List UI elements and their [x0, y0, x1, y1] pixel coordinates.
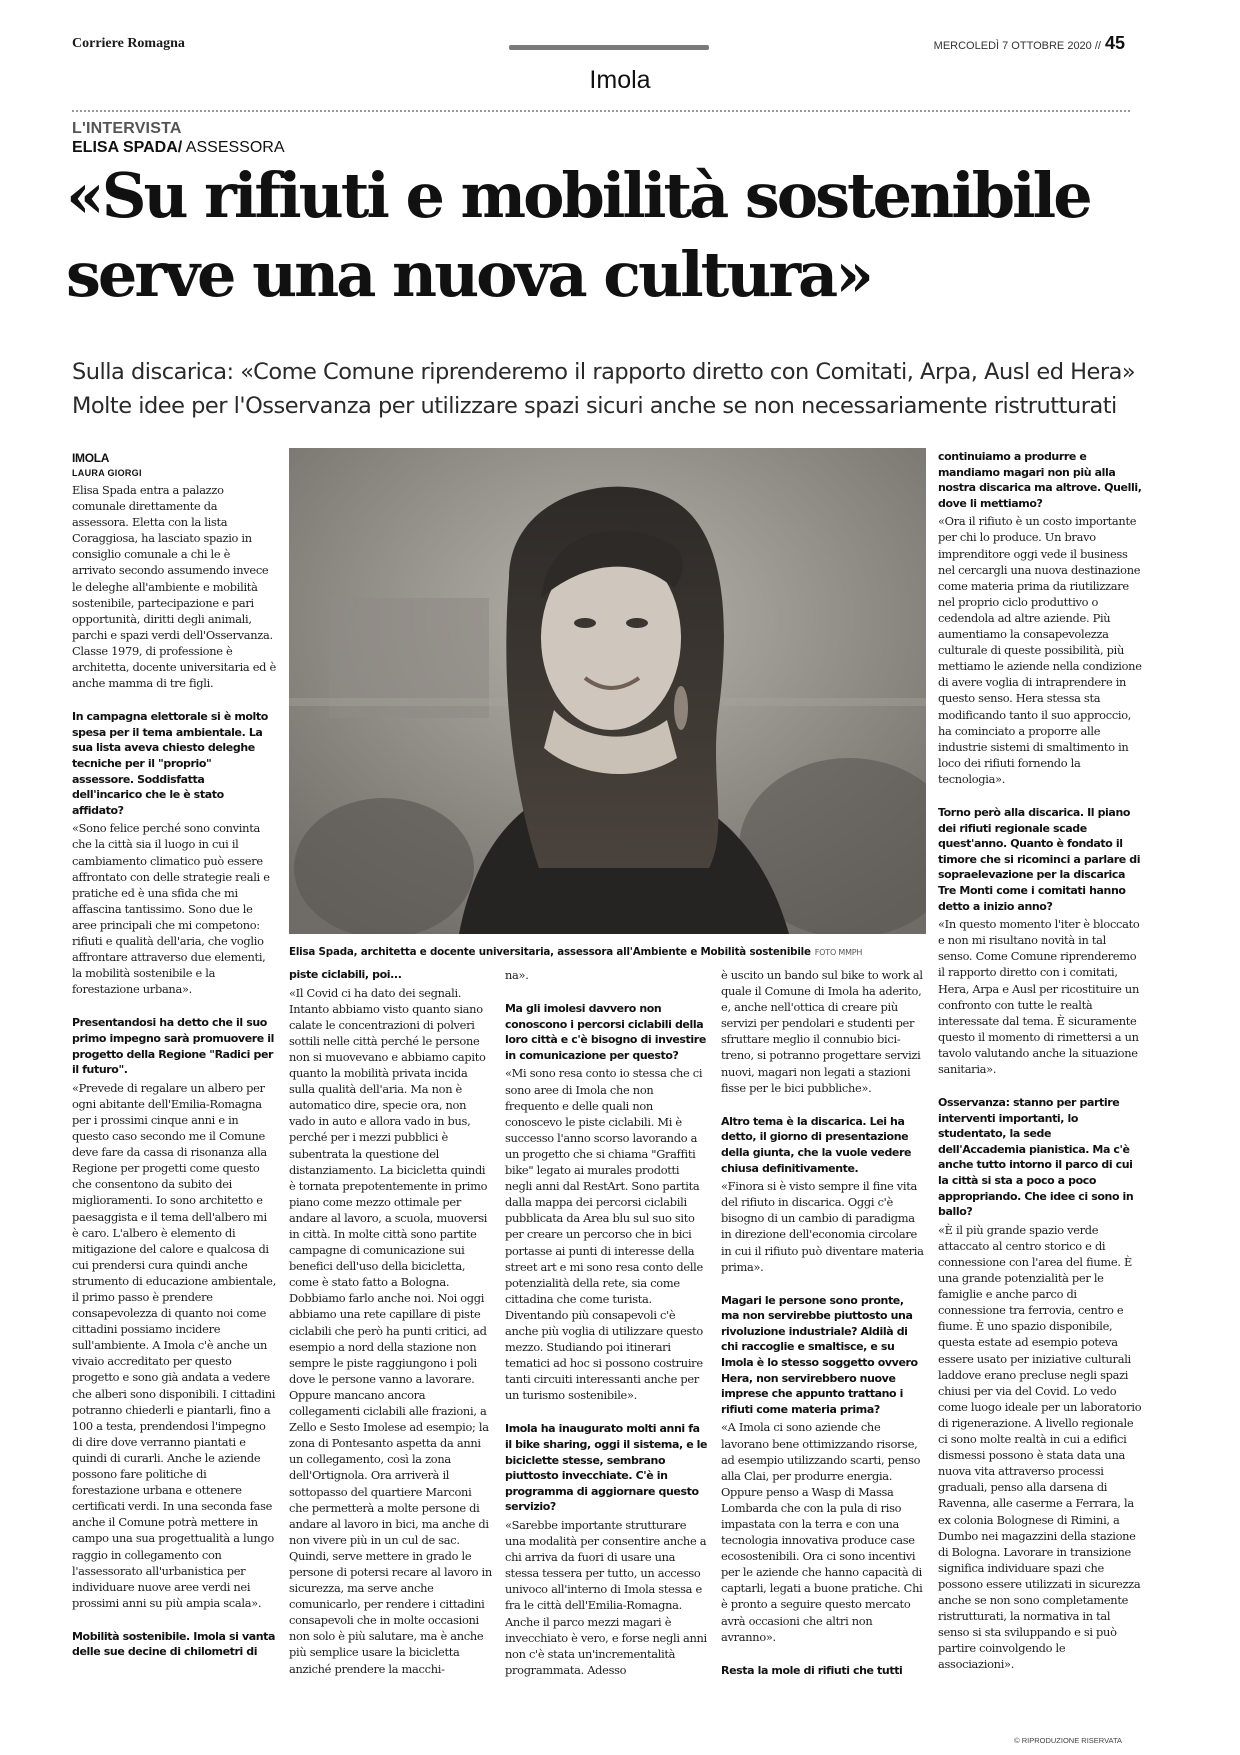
- headline-line-1: «Su rifiuti e mobilità sostenibile: [66, 159, 1090, 232]
- caption-text: Elisa Spada, architetta e docente universitaria, assessora all'Ambiente e Mobilità sostenibile: [289, 946, 811, 958]
- interview-question: piste ciclabili, poi...: [289, 968, 402, 981]
- dateline: IMOLA: [72, 451, 110, 465]
- portrait-photo: [289, 448, 926, 934]
- interview-question: Mobilità sostenibile. Imola si vanta delle sue decine di chilometri di: [72, 1629, 276, 1659]
- body-paragraph: «Ora il rifiuto è un costo importante per chi lo produce. Un bravo imprenditore oggi vede il business nel cercargli una nuova destinazione come materia prima da riutilizzare nel proprio ciclo produttivo o cedendola ad altre aziende. Più aumentiamo la consapevolezza culturale di queste possibilità, più mettiamo le aziende nella condizione di avere voglia di intraprendere in questo senso. Hera stessa sta modificando tanto il suo approccio, ha cominciato a proporre alle industrie sistemi di smaltimento in loco dei rifiuti fornendo la tecnologia».: [938, 514, 1142, 786]
- interview-question: continuiamo a produrre e mandiamo magari non più alla nostra discarica ma altrove. Quelli, dove li mettiamo?: [938, 450, 1142, 510]
- portrait-illustration: [289, 448, 926, 934]
- body-paragraph: «Mi sono resa conto io stessa che ci sono aree di Imola che non frequento e delle quali non conoscevo le piste ciclabili. Mi è successo l'anno scorso lavorando a un progetto che si chiama "Graffiti bike" legato ai murales prodotti negli anni dal RestArt. Sono partita dalla mappa dei percorsi ciclabili pubblicata da Area blu sul suo sito per creare un percorso che in bici portasse ai punti di interesse della street art e mi sono resa conto delle potenzialità della rete, sia come cittadina che come turista. Diventando più consapevoli c'è anche più voglia di utilizzare questo mezzo. Studiando poi itinerari tematici ad hoc si possono costruire tanti circuiti interessanti anche per un turismo sostenibile».: [505, 1066, 703, 1403]
- subheadline: [72, 355, 1152, 423]
- photo-credit: FOTO MMPH: [814, 948, 863, 957]
- body-paragraph: è uscito un bando sul bike to work al quale il Comune di Imola ha aderito, e, anche nell'ottica di creare più servizi per pendolari e studenti per sfruttare meglio il connubio bici-treno, si potranno progettare servizi nuovi, magari non legati a stazioni fisse per le bici pubbliche».: [721, 968, 923, 1095]
- article-column-3: [505, 967, 708, 1680]
- section-title: Imola: [589, 66, 651, 94]
- interview-question: Imola ha inaugurato molti anni fa il bike sharing, oggi il sistema, e le biciclette stesse, sembrano piuttosto invecchiate. C'è in programma di aggiornare questo servizio?: [505, 1422, 708, 1514]
- body-paragraph: «Finora si è visto sempre il fine vita del rifiuto in discarica. Oggi c'è bisogno di un cambio di paradigma in direzione dell'economia circolare in cui il rifiuto può diventare materia prima».: [721, 1179, 924, 1274]
- author: LAURA GIORGI: [72, 468, 142, 478]
- page-number: 45: [1104, 33, 1125, 53]
- body-paragraph: «Sarebbe importante strutturare una modalità per consentire anche a chi arriva da fuori di usare una stessa tessera per tutto, un accesso univoco all'interno di Imola stessa e fra le città dell'Emilia-Romagna. Anche il parco mezzi magari è invecchiato è vero, e forse negli anni non c'è stata un'incrementalità programmata. Adesso: [505, 1518, 707, 1677]
- interview-question: Resta la mole di rifiuti che tutti: [721, 1663, 903, 1677]
- headline: [66, 156, 1166, 314]
- interview-question: Presentandosi ha detto che il suo primo impegno sarà promuovere il progetto della Regione "Radici per il futuro".: [72, 1016, 275, 1077]
- newspaper-name: Corriere Romagna: [72, 36, 185, 51]
- byline: [72, 139, 285, 157]
- subhead-line-2: Molte idee per l'Osservanza per utilizzare spazi sicuri anche se non necessariamente ristrutturati: [72, 393, 1117, 419]
- headline-line-2: serve una nuova cultura»: [66, 238, 871, 311]
- masthead-bar: [509, 45, 709, 50]
- article-column-1: [72, 451, 276, 1662]
- interview-question: Altro tema è la discarica. Lei ha detto, il giorno di presentazione della giunta, che la vuole vedere chiusa definitivamente.: [721, 1114, 912, 1175]
- interview-question: Torno però alla discarica. Il piano dei rifiuti regionale scade quest'anno. Quanto è fondato il timore che si ricominci a parlare di sopraelevazione per la discarica Tre Monti come i comitati hanno detto a inizio anno?: [938, 805, 1141, 913]
- kicker: L'INTERVISTA: [72, 120, 182, 137]
- byline-name: ELISA SPADA/: [72, 139, 183, 156]
- body-paragraph: «È il più grande spazio verde attaccato al centro storico e di connessione con l'area del fiume. È una grande potenzialità per le famiglie e anche parco di connessione tra ferrovia, centro e fiume. È uno spazio disponibile, questa estate ad esempio poteva essere usato per iniziative culturali laddove erano precluse negli spazi chiusi per via del Covid. Lo vedo come luogo ideale per un laboratorio di rigenerazione. A livello regionale ci sono molte realtà in cui a edifici dismessi possono è stata data una nuova vita attraverso processi graduali, penso alla darsena di Ravenna, alle caserme a Ferrara, la ex colonia Bolognese di Rimini, a Dumbo nei magazzini della stazione di Bologna. Lavorare in transizione significa individuare spazi che possono essere utilizzati in sicurezza anche se non sono completamente ristrutturati, la normativa in tal senso si sta sviluppando e si può partire coinvolgendo le associazioni».: [938, 1222, 1142, 1672]
- article-column-5: [938, 449, 1142, 1674]
- interview-question: Magari le persone sono pronte, ma non servirebbe piuttosto una rivoluzione industriale? Aldilà di chi raccoglie e smaltisce, e su Imola è lo stesso soggetto ovvero Hera, non servirebbero nuove imprese che appunto trattano i rifiuti come materia prima?: [721, 1293, 918, 1416]
- body-paragraph: Elisa Spada entra a palazzo comunale direttamente da assessora. Eletta con la lista Coraggiosa, ha lasciato spazio in consiglio comunale a chi le è arrivato secondo assumendo invece le deleghe all'ambiente e mobilità sostenibile, partecipazione e pari opportunità, diritti degli animali, parchi e spazi verdi dell'Osservanza. Classe 1979, di professione è architetta, docente universitaria ed è anche mamma di tre figli.: [72, 483, 276, 691]
- issue-date: MERCOLEDÌ 7 OTTOBRE 2020 //: [933, 40, 1101, 52]
- body-paragraph: na».: [505, 968, 529, 982]
- issue-info: [934, 33, 1125, 54]
- interview-question: In campagna elettorale si è molto spesa per il tema ambientale. La sua lista aveva chiesto deleghe tecniche per il "proprio" assessore. Soddisfatta dell'incarico che le è stato affidato?: [72, 710, 268, 817]
- body-paragraph: «In questo momento l'iter è bloccato e non mi risultano novità in tal senso. Come Comune riprenderemo il rapporto diretto con i comitati, Hera, Arpa e Ausl per ricostituire un confronto con tutte le realtà interessate dal tema. È sicuramente questo il momento di rimettersi a un tavolo valutando anche la situazione sanitaria».: [938, 917, 1140, 1076]
- dotted-rule: [72, 110, 1130, 112]
- byline-role: ASSESSORA: [185, 139, 285, 156]
- article-column-4: [721, 967, 924, 1680]
- article-column-2: [289, 967, 492, 1679]
- subhead-line-1: Sulla discarica: «Come Comune riprenderemo il rapporto diretto con Comitati, Arpa, Ausl ed Hera»: [72, 359, 1136, 385]
- body-paragraph: «Sono felice perché sono convinta che la città sia il luogo in cui il cambiamento climatico può essere affrontato con delle strategie reali e pratiche ed è una sfida che mi affascina tantissimo. Sono due le aree principali che mi competono: rifiuti e qualità dell'aria, che voglio affrontare attraverso due elementi, la mobilità sostenibile e la forestazione urbana».: [72, 821, 270, 997]
- body-paragraph: «Prevede di regalare un albero per ogni abitante dell'Emilia-Romagna per i prossimi cinque anni e in questo caso secondo me il Comune deve fare da cassa di risonanza alla Regione per progetti come questo che consentono da subito dei miglioramenti. Io sono architetto e paesaggista e il tema dell'albero mi è caro. L'albero è elemento di mitigazione del calore e qualcosa di cui prendersi cura quindi anche strumento di educazione ambientale, il primo passo è prendere consapevolezza di quanto noi come cittadini possiamo incidere sull'ambiente. A Imola c'è anche un vivaio accreditato per questo progetto e sono già andata a vedere che alberi sono disponibili. I cittadini potranno chiederli e piantarli, fino a 100 a testa, prendendosi l'impegno di dire dove verranno piantati e quindi di curarli. Anche le aziende possono fare politiche di forestazione urbana e ottenere certificati verdi. In una seconda fase anche il Comune potrà mettere in campo una sua progettualità a lungo raggio in collegamento con l'assessorato all'urbanistica per individuare nuove aree verdi nei prossimi anni su più ampia scala».: [72, 1080, 276, 1610]
- photo-caption: [289, 946, 949, 958]
- interview-question: Osservanza: stanno per partire interventi importanti, lo studentato, la sede dell'Accademia pianistica. Ma c'è anche tutto intorno il parco di cui la città si sta a poco a poco appropriando. Che idee ci sono in ballo?: [938, 1096, 1134, 1219]
- body-paragraph: «A Imola ci sono aziende che lavorano bene ottimizzando risorse, ad esempio utilizzando scarti, penso alla Clai, per produrre energia. Oppure penso a Wasp di Massa Lombarda che con la pula di riso impastata con la terra e con una tecnologia innovativa produce case ecosostenibili. Ora ci sono incentivi per le aziende che hanno capacità di captarli, legati a buone pratiche. Chi è pronto a seguire questo mercato avrà occasioni che altri non avranno».: [721, 1420, 923, 1644]
- copyright-note: © RIPRODUZIONE RISERVATA: [1014, 1736, 1122, 1745]
- interview-question: Ma gli imolesi davvero non conoscono i percorsi ciclabili della loro città e c'è bisogno di investire in comunicazione per questo?: [505, 1002, 706, 1062]
- body-paragraph: «Il Covid ci ha dato dei segnali. Intanto abbiamo visto quanto siano calate le concentrazioni di polveri sottili nelle città perché le persone non si muovevano e abbiamo capito quanto la mobilità privata incida sulla qualità dell'aria. Ma non è automatico dire, specie ora, non vado in auto e allora vado in bus, perché per i mezzi pubblici è subentrata la questione del distanziamento. La bicicletta quindi è tornata prepotentemente in primo piano come mezzo ottimale per andare al lavoro, a scuola, muoversi in città. In molte città sono partite campagne di comunicazione sui benefici dell'uso della bicicletta, come è stato fatto a Bologna. Dobbiamo farlo anche noi. Noi oggi abbiamo una rete capillare di piste ciclabili che però ha punti critici, ad esempio a nord della stazione non sempre le piste raggiungono i poli dove le persone vanno a lavorare. Oppure mancano ancora collegamenti ciclabili alle frazioni, a Zello e Sesto Imolese ad esempio; la zona di Pontesanto aspetta da anni un collegamento, così la zona dell'Ortignola. Ora arriverà il sottopasso del quartiere Marconi che permetterà a molte persone di andare al lavoro in bici, ma anche di non vivere più in un cul de sac. Quindi, serve mettere in grado le persone di potersi recare al lavoro in sicurezza, ma serve anche comunicarlo, per rendere i cittadini consapevoli che in molte occasioni non solo è più salutare, ma è anche più semplice usare la bicicletta anziché prendere la macchi-: [289, 985, 492, 1676]
